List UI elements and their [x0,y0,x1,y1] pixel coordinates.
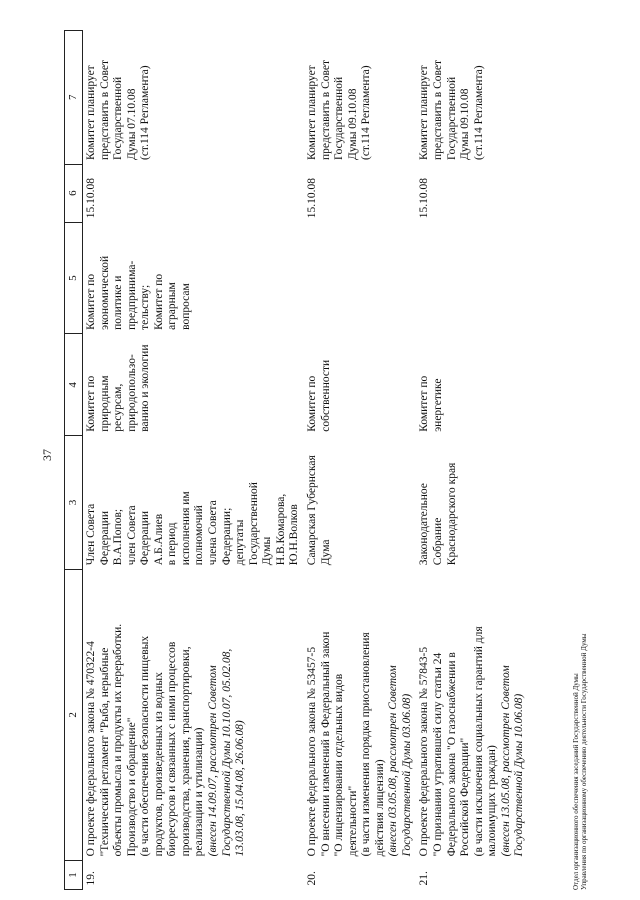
note-line: (ст.114 Регламента) [360,65,373,161]
initiator-line: Собрание [432,517,445,566]
row-number: 19. [84,871,97,886]
row-number-cell [416,860,529,889]
footer-line: Управления по организационному обеспечению деятельности Государственной Думы [580,633,589,890]
note-line: (ст.114 Регламента) [139,65,152,161]
description-line: действия лицензии) [373,759,386,857]
committee-line: Комитет по [418,375,431,432]
initiator-cell [82,436,304,569]
column-number: 2 [65,569,83,860]
column-number-row [65,31,83,890]
table-body [82,31,529,890]
description-line: Государственной Думы 10.06.08) [513,693,526,857]
description-line: О проекте федерального закона № 53457-5 [305,646,318,857]
co-committees-cell [82,222,304,334]
description-line: О проекте федерального закона № 470322-4 [84,641,97,857]
date: 15.10.08 [418,178,431,219]
description-line: объекты промысла и продукты их переработки. [112,623,125,857]
document-footer [572,634,589,890]
row-number-cell [82,860,304,889]
description-line: биоресурсов и связанных с ними процессов [166,641,179,857]
co-committee-line: аграрным [166,282,179,330]
committee-line: природопользо- [125,354,138,432]
co-committees-cell [416,222,529,334]
co-committee-line: Комитет по [84,273,97,330]
co-committee-line: тельству; [139,284,152,330]
initiator-line: депутаты [234,519,247,566]
description-line: деятельности" [346,785,359,857]
description-line: (внесен 14.09.07, рассмотрен Советом [207,665,220,857]
co-committee-line: вопросам [179,283,192,330]
co-committee-line: экономической [98,255,111,330]
initiator-line: в период [166,522,179,566]
description-line: "О лицензировании отдельных видов [333,673,346,857]
initiator-line: Н.В.Комарова, [274,493,287,566]
description-line: Российской Федерации" [459,737,472,857]
description-line: Федерального закона "О газоснабжении в [445,652,458,857]
note-line: представить в Совет [432,59,445,161]
date-cell [82,164,304,222]
description-line: О проекте федерального закона № 57843-5 [418,646,431,857]
note-line: Комитет планирует [418,65,431,161]
committee-cell [416,334,529,436]
note-line: представить в Совет [98,59,111,161]
initiator-line: члена Совета [207,500,220,566]
committee-cell [82,334,304,436]
description-line: (в части обеспечения безопасности пищевых [139,635,152,857]
column-number: 7 [65,31,83,165]
description-line: реализации и утилизации) [193,727,206,857]
note-line: Думы 07.10.08 [125,88,138,161]
description-line: 13.03.08, 15.04.08, 26.06.08) [234,720,247,857]
description-line: "О признании утратившей силу статьи 24 [432,652,445,857]
initiator-line: Федерации [98,510,111,566]
footer-line: Отдел организационного обеспечения заседаний Государственной Думы [572,673,580,890]
committee-line: ванию и экологии [139,344,152,432]
initiator-line: член Совета [125,505,138,566]
column-number: 3 [65,436,83,569]
committee-line: собственности [319,359,332,432]
note-line: Думы 09.10.08 [459,88,472,161]
co-committee-line: политике и [112,275,125,330]
committee-line: энергетике [432,378,445,432]
initiator-line: Ю.Н.Волков [288,504,301,566]
row-number: 21. [418,871,431,886]
table-row [304,31,417,890]
rotated-document-page [40,20,600,890]
initiator-line: Самарская Губернская [305,455,318,566]
note-line: Государственной [445,76,458,161]
note-cell [304,31,417,165]
row-number: 20. [305,871,318,886]
page-number: 37 [40,449,54,461]
description-line: (внесен 13.05.08, рассмотрен Советом [499,665,512,857]
co-committee-line: предпринима- [125,260,138,330]
description-line: "Технический регламент "Рыба, нерыбные [98,647,111,857]
note-line: Государственной [112,76,125,161]
initiator-line: полномочий [193,505,206,566]
table-row [416,31,529,890]
bill-description-cell [304,569,417,860]
committee-line: Комитет по [84,375,97,432]
committee-line: ресурсам, [112,383,125,432]
note-line: (ст.114 Регламента) [472,65,485,161]
co-committee-line: Комитет по [152,273,165,330]
initiator-line: Дума [319,539,332,566]
table-row [82,31,304,890]
co-committees-cell [304,222,417,334]
note-line: Комитет планирует [84,65,97,161]
description-line: продуктов, произведенных из водных [152,672,165,857]
initiator-line: Федерации; [220,507,233,566]
initiator-line: Краснодарского края [445,462,458,566]
row-number-cell [304,860,417,889]
date-cell [304,164,417,222]
initiator-line: Думы [261,536,274,566]
initiator-line: А.Б.Алиев [152,513,165,566]
description-line: "О внесении изменений в Федеральный закон [319,631,332,857]
column-number: 4 [65,334,83,436]
note-cell [416,31,529,165]
description-line: Государственной Думы 03.06.08) [400,693,413,857]
column-number: 5 [65,222,83,334]
description-line: (в части изменения порядка приостановления [360,632,373,857]
initiator-line: Федерации [139,510,152,566]
note-cell [82,31,304,165]
date: 15.10.08 [305,178,318,219]
note-line: представить в Совет [319,59,332,161]
description-line: производства, хранения, транспортировки, [179,646,192,857]
initiator-cell [416,436,529,569]
initiator-line: Законодательное [418,483,431,566]
initiator-line: В.А.Попов; [112,508,125,566]
note-line: Думы 09.10.08 [346,88,359,161]
initiator-line: Член Совета [84,503,97,566]
date-cell [416,164,529,222]
column-number: 1 [65,860,83,889]
column-number: 6 [65,164,83,222]
initiator-line: Государственной [247,482,260,566]
initiator-cell [304,436,417,569]
note-line: Комитет планирует [305,65,318,161]
date: 15.10.08 [84,178,97,219]
note-line: Государственной [333,76,346,161]
committee-line: Комитет по [305,375,318,432]
description-line: малоимущих граждан) [486,745,499,857]
bill-description-cell [416,569,529,860]
bill-description-cell [82,569,304,860]
initiator-line: исполнения им [179,491,192,566]
description-line: (в части исключения социальных гарантий для [472,626,485,857]
committee-cell [304,334,417,436]
description-line: (внесен 03.05.08, рассмотрен Советом [387,665,400,857]
description-line: Государственной Думы 10.10.07, 05.02.08, [220,648,233,857]
bills-table [64,30,529,890]
description-line: Производство и обращение" [125,717,138,857]
committee-line: природным [98,375,111,432]
